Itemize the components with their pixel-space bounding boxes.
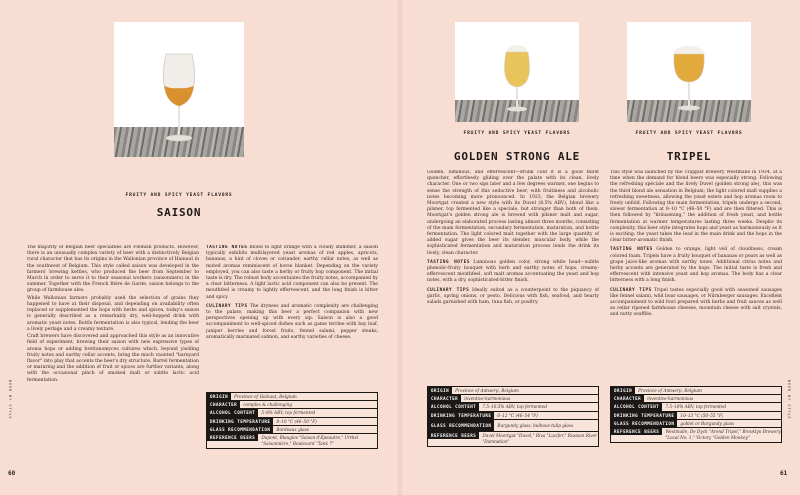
saison-kicker: FRUITY AND SPICY YEAST FLAVORS [125, 193, 233, 198]
saison-body-column [27, 245, 199, 440]
golden-body-column [427, 170, 599, 375]
info-row-alcohol: ALCOHOL CONTENT 7.5–10.5% ABV, top fermented [428, 403, 598, 411]
golden-kicker: FRUITY AND SPICY YEAST FLAVORS [463, 131, 571, 136]
info-row-glass: GLASS RECOMMENDATION Burgundy glass, bulbous tulip glass [428, 420, 598, 432]
left-side-label: BEER BY STYLE [8, 380, 12, 420]
culinary-tips-text: Ideally suited as a counterpoint to the piquancy of garlic, spring onions, or pesto. Delicious with fish, seafood, and hearty salads garnished with ham, tuna fish, or poultry. [427, 287, 599, 306]
info-row-character: CHARACTER inventive-harmonious [428, 395, 598, 403]
tasting-notes-text: Luminous golden color, strong white head—subtle phenolic-fruity bouquet with herb and earthy notes of hops, creamy-effervescent mouthfeel, soft malt aromas accentuating the yeast and hop notes, with a dry, sophisticated-bitter finish. [427, 259, 599, 284]
tripel-title: TRIPEL [666, 150, 712, 163]
info-row-character: CHARACTER inventive-harmonious [611, 395, 781, 403]
golden-body-text: Golden, luminous, and effervescent—drunk cold it is a good thirst quencher, effortlessly gliding over the palate with its clean, lively character. One or two sips later and a few degrees warmer, one begins to sense the strength of this seductive beer, with fruitiness and alcoholic notes becoming more pronounced. In 1923, the Belgian brewery Moortgat created a new style with its Duvel (8.5% ABV), blond like a pilsner, top fermented like a speciale, but stronger than both of them. Moortgat's golden strong ale is brewed with pilsner malt and sugar, undergoing an elaborated process lasting almost three months, consisting of the main fermentation, secondary fermentation, maturation, and bottle fermentation. The light colored malt together with the large quantity of added sugar gives the beer its slender, muscular body, while the sophisticated fermentation and maturation process lends the drink its lively, clean character. [427, 170, 599, 256]
tulip-glass-icon [156, 50, 202, 146]
saison-body-paragraph-1: The majority of Belgian beer specialties are Flemish products. However, there is an unusually complex variety of beer with a distinctively Belgian rural character that has its origins in the Wallonian province of Hainaut in the southwest of Belgium. This style called saison was developed in the farmers' brewing kettles, who produced the beer from September to March in order to serve it to their seasonal workers (saisonniers) in the summer. Together with the French Bière de Garde, saison belongs to the group of farmhouse ales. [27, 245, 199, 294]
saison-photo [114, 22, 244, 157]
culinary-tips-label: CULINARY TIPS [206, 303, 248, 309]
saison-title: SAISON [156, 206, 202, 219]
golden-tasting-notes [427, 260, 599, 285]
info-row-reference: REFERENCE BEERS Westmalle, De Dyck "Arend Tripel," Brooklyn Brewery "Local No. 1," Victory "Golden Monkey" [611, 428, 781, 442]
tasting-notes-text: Blond to light orange with a cloudy shimmer, a saison typically exhibits multilayered yeast aromas of red apples, apricots, bananas, a hint of cloves or coriander, earthy cellar notes, as well as muted aromas reminiscent of horse blanket. Depending on the variety employed, you can also taste a herby or fruity hop component. The initial taste is dry. The robust body accentuates the fruity notes, accompanied by a clear bitterness. A light lactic acid component can also be present. The mouthfeel is creamy to lightly effervescent, and the long finish is bitter and spicy. [206, 245, 378, 300]
saison-info-box [206, 392, 378, 449]
culinary-tips-text: Tripel tastes especially good with seasoned sausages like fennel salami, wild boar sausages, or Nürnberger sausages. Excellent accompaniment to wild fowl prepared with herbs and fruit sauces as well as cellar ripened farmhouse cheeses, mountain cheese with salt crystals, and nutty soufflés. [610, 287, 782, 318]
info-row-character: CHARACTER complex & challenging [207, 401, 377, 409]
golden-strong-ale-photo [455, 22, 579, 122]
left-page-number: 60 [8, 470, 16, 477]
info-row-glass: GLASS RECOMMENDATION Bordeaux glass [207, 426, 377, 434]
golden-culinary-tips [427, 288, 599, 307]
saison-body-paragraph-3: Craft brewers have discovered and approached this style as an innovative field of experiment, brewing their saison with new expressive types of aroma hops or adding brettanomyces cultures which, beyond yielding fruity notes and earthy cellar accents, bring the much vaunted "barnyard flavor" into play that accents the beer's dry structure. Barrel fermentation or maturing and the addition of fruit or spices are further variants, along with the occasional pinch of smoked malt or subtle lactic acid fermentation. [27, 334, 199, 383]
info-row-alcohol: ALCOHOL CONTENT 5–8% ABV, top fermented [207, 409, 377, 417]
tripel-body-column [610, 170, 782, 375]
saison-culinary-tips [206, 304, 378, 341]
info-row-glass: GLASS RECOMMENDATION goblet or Burgundy glass [611, 420, 781, 428]
book-gutter [398, 0, 402, 495]
info-row-reference: REFERENCE BEERS Duvel Moortgat "Duvel," Riva "Lucifer," Russian River "Damnation" [428, 432, 598, 446]
info-row-origin: ORIGIN Province of Hainaut, Belgium [207, 393, 377, 401]
right-page-number: 61 [780, 470, 788, 477]
right-side-label: BEER BY STYLE [787, 380, 791, 420]
tripel-culinary-tips [610, 288, 782, 319]
saison-body-paragraph-2: While Wallonian farmers probably used the selection of grains they happened to have at their disposal, and depending on availability often replaced or supplemented the hops with herbs and spices, today's saison is generally described as a remarkably dry, well-hopped drink with aromatic yeast notes. Bottle fermentation is also typical, lending the beer a lively perlage and a creamy texture. [27, 295, 199, 332]
tripel-body-text: This style was launched by the Trappist brewery Westmalle in 1934, at a time when the demand for blond beers was especially strong. Following the refreshing spéciale and the lively Duvel (golden strong ale), this was the third blond ale sensation in Belgium; the light colored malt supplies a refreshing sweetness, allowing the yeast esters and hop aromas room to freely unfold. Following the main fermentation, tripels undergo a second, slower fermentation at 8–10 °C (46–50 °F) and are then filtered. This is then followed by "kräusening," the addition of fresh yeast, and bottle fermentation at warmer temperatures lasting three weeks. Despite its complexity, this beer style integrates hops and yeast as harmoniously as it is exciting: the yeast takes the lead in the main drink and the hops in the clear bitter-aromatic finish. [610, 170, 782, 244]
chalice-glass-icon [667, 44, 711, 116]
tripel-info-box [610, 386, 782, 443]
tasting-notes-label: TASTING NOTES [427, 259, 470, 265]
tasting-notes-label: TASTING NOTES [610, 247, 653, 253]
info-row-temperature: DRINKING TEMPERATURE 6–12 °C (46–54 °F) [428, 412, 598, 420]
culinary-tips-label: CULINARY TIPS [610, 287, 652, 293]
tripel-kicker: FRUITY AND SPICY YEAST FLAVORS [635, 131, 743, 136]
golden-title: GOLDEN STRONG ALE [453, 150, 581, 163]
culinary-tips-text: The dryness and aromatic complexity are challenging to the palate, making this beer a perfect companion with new perspectives opening up with every sip. Saison is also a good accompaniment to well-spiced dishes such as game terrine with bay leaf, juniper berries and forest fruits, fennel salami, pepper steaks, aromatically marinated salmon, and earthy varieties of cheese. [206, 303, 378, 340]
info-row-temperature: DRINKING TEMPERATURE 8–10 °C (46–50 °F) [207, 418, 377, 426]
golden-info-box [427, 386, 599, 447]
tripel-photo [627, 22, 751, 122]
info-row-temperature: DRINKING TEMPERATURE 10–13 °C (50–55 °F) [611, 412, 781, 420]
saison-notes-column [206, 245, 378, 375]
info-row-alcohol: ALCOHOL CONTENT 7.5–10% ABV, top fermented [611, 403, 781, 411]
info-row-origin: ORIGIN Province of Antwerp, Belgium [428, 387, 598, 395]
tripel-tasting-notes [610, 247, 782, 284]
info-row-origin: ORIGIN Province of Antwerp, Belgium [611, 387, 781, 395]
saison-tasting-notes [206, 245, 378, 301]
info-row-reference: REFERENCE BEERS Dupont, Blaugies "Saison d'Épeautre," Urthel "Saisonnière," Boulevard "Tank 7" [207, 434, 377, 448]
tasting-notes-label: TASTING NOTES [206, 245, 248, 250]
culinary-tips-label: CULINARY TIPS [427, 287, 470, 293]
tasting-notes-text: Golden to orange, light veil of cloudiness, cream colored foam. Tripels have a fruity bouquet of bananas or pears as well as grape juice-like aromas with earthy tones. Additional citrus notes and herby accents are generated by the hops. The initial taste is fresh and effervescent with intensive yeast and hop aromas. The body has a clear bitterness with a long finish. [610, 247, 782, 284]
goblet-glass-icon [499, 44, 535, 116]
